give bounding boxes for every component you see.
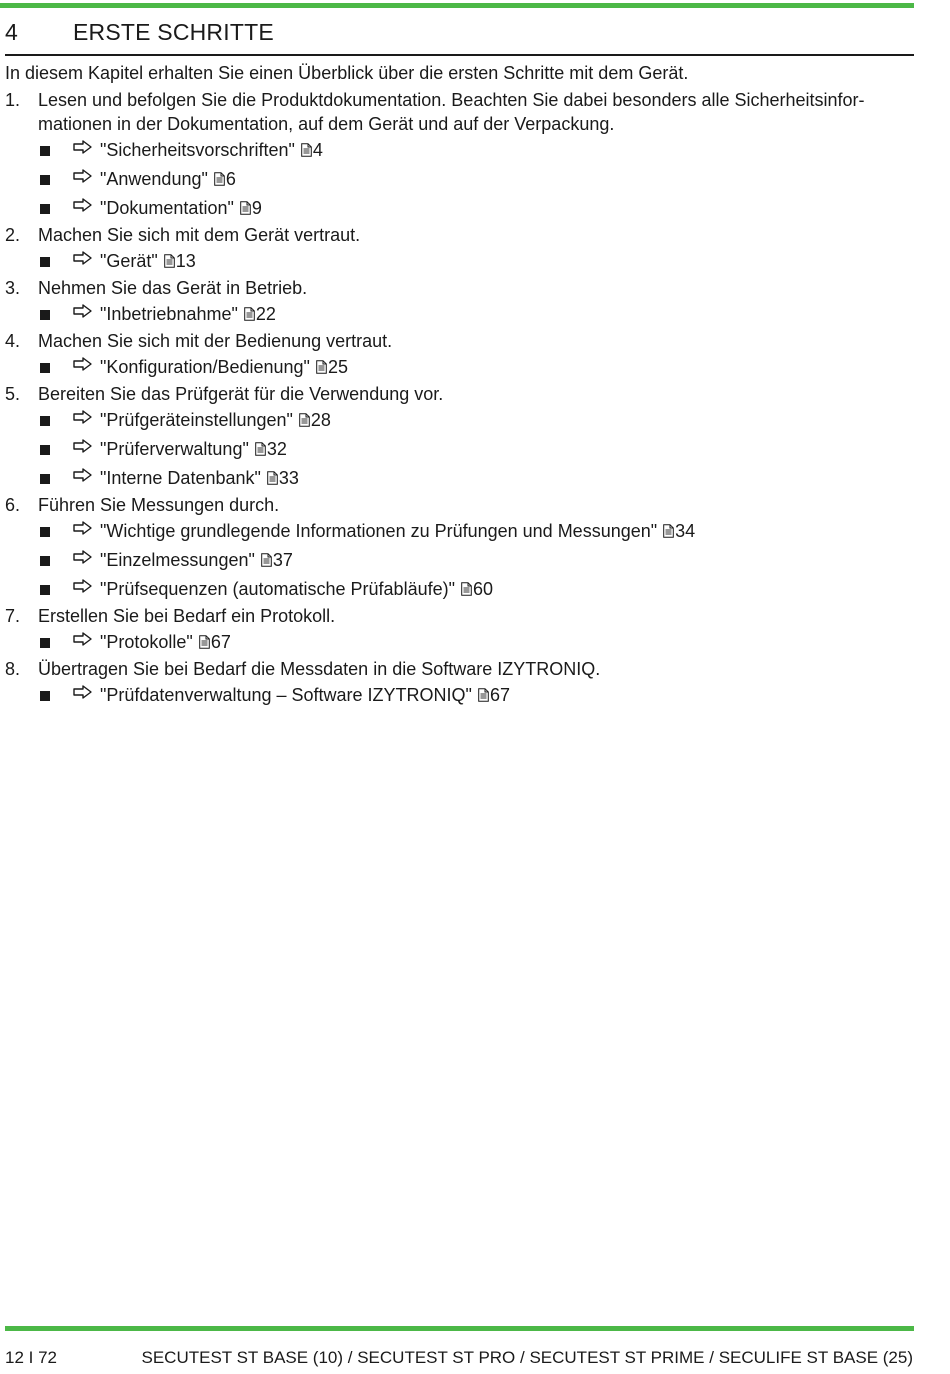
arrow-link-icon <box>73 550 93 564</box>
step-number: 3. <box>5 278 21 298</box>
square-bullet-icon <box>40 585 50 595</box>
step-number: 1. <box>5 90 21 110</box>
reference-item <box>5 406 910 435</box>
reference-item <box>5 194 910 223</box>
chapter-content <box>5 62 910 710</box>
reference-label: "Inbetriebnahme" <box>100 304 238 324</box>
square-bullet-icon <box>40 691 50 701</box>
reference-page-number: 67 <box>489 685 510 705</box>
step-item <box>5 223 910 247</box>
page-ref-icon <box>461 582 472 596</box>
reference-label: "Prüfsequenzen (automatische Prüfabläufe)" <box>100 579 455 599</box>
step-number: 6. <box>5 495 21 515</box>
square-bullet-icon <box>40 445 50 455</box>
page-ref-icon <box>301 143 312 157</box>
arrow-link-icon <box>73 521 93 535</box>
reference-item <box>5 165 910 194</box>
reference-link[interactable] <box>100 136 323 165</box>
reference-label: "Dokumentation" <box>100 198 234 218</box>
reference-label: "Anwendung" <box>100 169 208 189</box>
intro-paragraph: In diesem Kapitel erhalten Sie einen Überblick über die ersten Schritte mit dem Gerät. <box>5 63 689 83</box>
step-text: Führen Sie Messungen durch. <box>38 495 280 515</box>
reference-label: "Prüfgeräteinstellungen" <box>100 410 293 430</box>
step-item <box>5 657 910 681</box>
step-number: 7. <box>5 606 21 626</box>
reference-item <box>5 300 910 329</box>
arrow-link-icon <box>73 140 93 154</box>
reference-page-number: 28 <box>310 410 331 430</box>
page-ref-icon <box>663 524 674 538</box>
reference-label: "Prüferverwaltung" <box>100 439 249 459</box>
step-text: Bereiten Sie das Prüfgerät für die Verwendung vor. <box>38 384 444 404</box>
arrow-link-icon <box>73 304 93 318</box>
reference-link[interactable] <box>100 406 331 435</box>
reference-link[interactable] <box>100 628 231 657</box>
arrow-link-icon <box>73 685 93 699</box>
square-bullet-icon <box>40 556 50 566</box>
square-bullet-icon <box>40 146 50 156</box>
reference-link[interactable] <box>100 681 510 710</box>
step-text: Nehmen Sie das Gerät in Betrieb. <box>38 278 308 298</box>
page-ref-icon <box>267 471 278 485</box>
reference-link[interactable] <box>100 464 299 493</box>
reference-label: "Konfiguration/Bedienung" <box>100 357 310 377</box>
square-bullet-icon <box>40 527 50 537</box>
square-bullet-icon <box>40 363 50 373</box>
reference-page-number: 13 <box>175 251 196 271</box>
reference-link[interactable] <box>100 353 348 382</box>
reference-item <box>5 353 910 382</box>
square-bullet-icon <box>40 310 50 320</box>
reference-label: "Prüfdatenverwaltung – Software IZYTRONIQ" <box>100 685 472 705</box>
step-text: Machen Sie sich mit dem Gerät vertraut. <box>38 225 361 245</box>
square-bullet-icon <box>40 474 50 484</box>
reference-item <box>5 628 910 657</box>
reference-link[interactable] <box>100 194 262 223</box>
reference-link[interactable] <box>100 435 287 464</box>
page-ref-icon <box>316 360 327 374</box>
reference-item <box>5 435 910 464</box>
reference-link[interactable] <box>100 247 196 276</box>
reference-page-number: 9 <box>251 198 262 218</box>
chapter-heading <box>5 18 914 56</box>
chapter-number: 4 <box>5 19 18 45</box>
reference-page-number: 34 <box>675 521 696 541</box>
arrow-link-icon <box>73 468 93 482</box>
bottom-accent-bar <box>5 1326 914 1331</box>
page-ref-icon <box>240 201 251 215</box>
top-accent-bar <box>0 3 914 8</box>
reference-page-number: 67 <box>210 632 231 652</box>
page-ref-icon <box>255 442 266 456</box>
product-line: SECUTEST ST BASE (10) / SECUTEST ST PRO / SECUTEST ST PRIME / SECULIFE ST BASE (25) <box>141 1348 913 1367</box>
reference-item <box>5 681 910 710</box>
square-bullet-icon <box>40 638 50 648</box>
arrow-link-icon <box>73 169 93 183</box>
page-ref-icon <box>299 413 310 427</box>
reference-label: "Sicherheitsvorschriften" <box>100 140 295 160</box>
step-item <box>5 276 910 300</box>
reference-link[interactable] <box>100 575 493 604</box>
reference-label: "Protokolle" <box>100 632 193 652</box>
reference-label: "Interne Datenbank" <box>100 468 261 488</box>
square-bullet-icon <box>40 416 50 426</box>
steps-list <box>5 88 910 710</box>
page-ref-icon <box>261 553 272 567</box>
square-bullet-icon <box>40 257 50 267</box>
reference-page-number: 4 <box>312 140 323 160</box>
step-item <box>5 493 910 517</box>
arrow-link-icon <box>73 410 93 424</box>
step-text: Machen Sie sich mit der Bedienung vertraut. <box>38 331 393 351</box>
reference-item <box>5 247 910 276</box>
reference-page-number: 37 <box>272 550 293 570</box>
page-ref-icon <box>214 172 225 186</box>
arrow-link-icon <box>73 251 93 265</box>
reference-item <box>5 575 910 604</box>
arrow-link-icon <box>73 632 93 646</box>
reference-page-number: 25 <box>327 357 348 377</box>
step-item <box>5 88 910 136</box>
step-item <box>5 604 910 628</box>
page-ref-icon <box>199 635 210 649</box>
reference-page-number: 22 <box>255 304 276 324</box>
chapter-title: ERSTE SCHRITTE <box>73 19 274 45</box>
reference-link[interactable] <box>100 300 276 329</box>
reference-label: "Einzelmessungen" <box>100 550 255 570</box>
step-number: 8. <box>5 659 21 679</box>
reference-page-number: 33 <box>278 468 299 488</box>
step-number: 5. <box>5 384 21 404</box>
page-ref-icon <box>478 688 489 702</box>
arrow-link-icon <box>73 439 93 453</box>
reference-item <box>5 546 910 575</box>
arrow-link-icon <box>73 198 93 212</box>
step-item <box>5 382 910 406</box>
arrow-link-icon <box>73 579 93 593</box>
reference-item <box>5 464 910 493</box>
page-ref-icon <box>164 254 175 268</box>
reference-label: "Gerät" <box>100 251 158 271</box>
square-bullet-icon <box>40 204 50 214</box>
step-item <box>5 329 910 353</box>
reference-page-number: 32 <box>266 439 287 459</box>
reference-link[interactable] <box>100 165 236 194</box>
arrow-link-icon <box>73 357 93 371</box>
reference-item <box>5 136 910 165</box>
reference-link[interactable] <box>100 517 695 546</box>
step-text: Lesen und befolgen Sie die Produktdokumentation. Beachten Sie dabei besonders alle Sicherheitsinfor-mationen in der Dokumentation, auf dem Gerät und auf der Verpackung. <box>38 90 865 134</box>
page-ref-icon <box>244 307 255 321</box>
reference-page-number: 6 <box>225 169 236 189</box>
reference-link[interactable] <box>100 546 293 575</box>
reference-label: "Wichtige grundlegende Informationen zu Prüfungen und Messungen" <box>100 521 658 541</box>
step-number: 4. <box>5 331 21 351</box>
step-text: Erstellen Sie bei Bedarf ein Protokoll. <box>38 606 336 626</box>
reference-item <box>5 517 910 546</box>
page-number: 12 I 72 <box>5 1348 57 1367</box>
step-number: 2. <box>5 225 21 245</box>
square-bullet-icon <box>40 175 50 185</box>
step-text: Übertragen Sie bei Bedarf die Messdaten in die Software IZYTRONIQ. <box>38 659 601 679</box>
reference-page-number: 60 <box>472 579 494 599</box>
